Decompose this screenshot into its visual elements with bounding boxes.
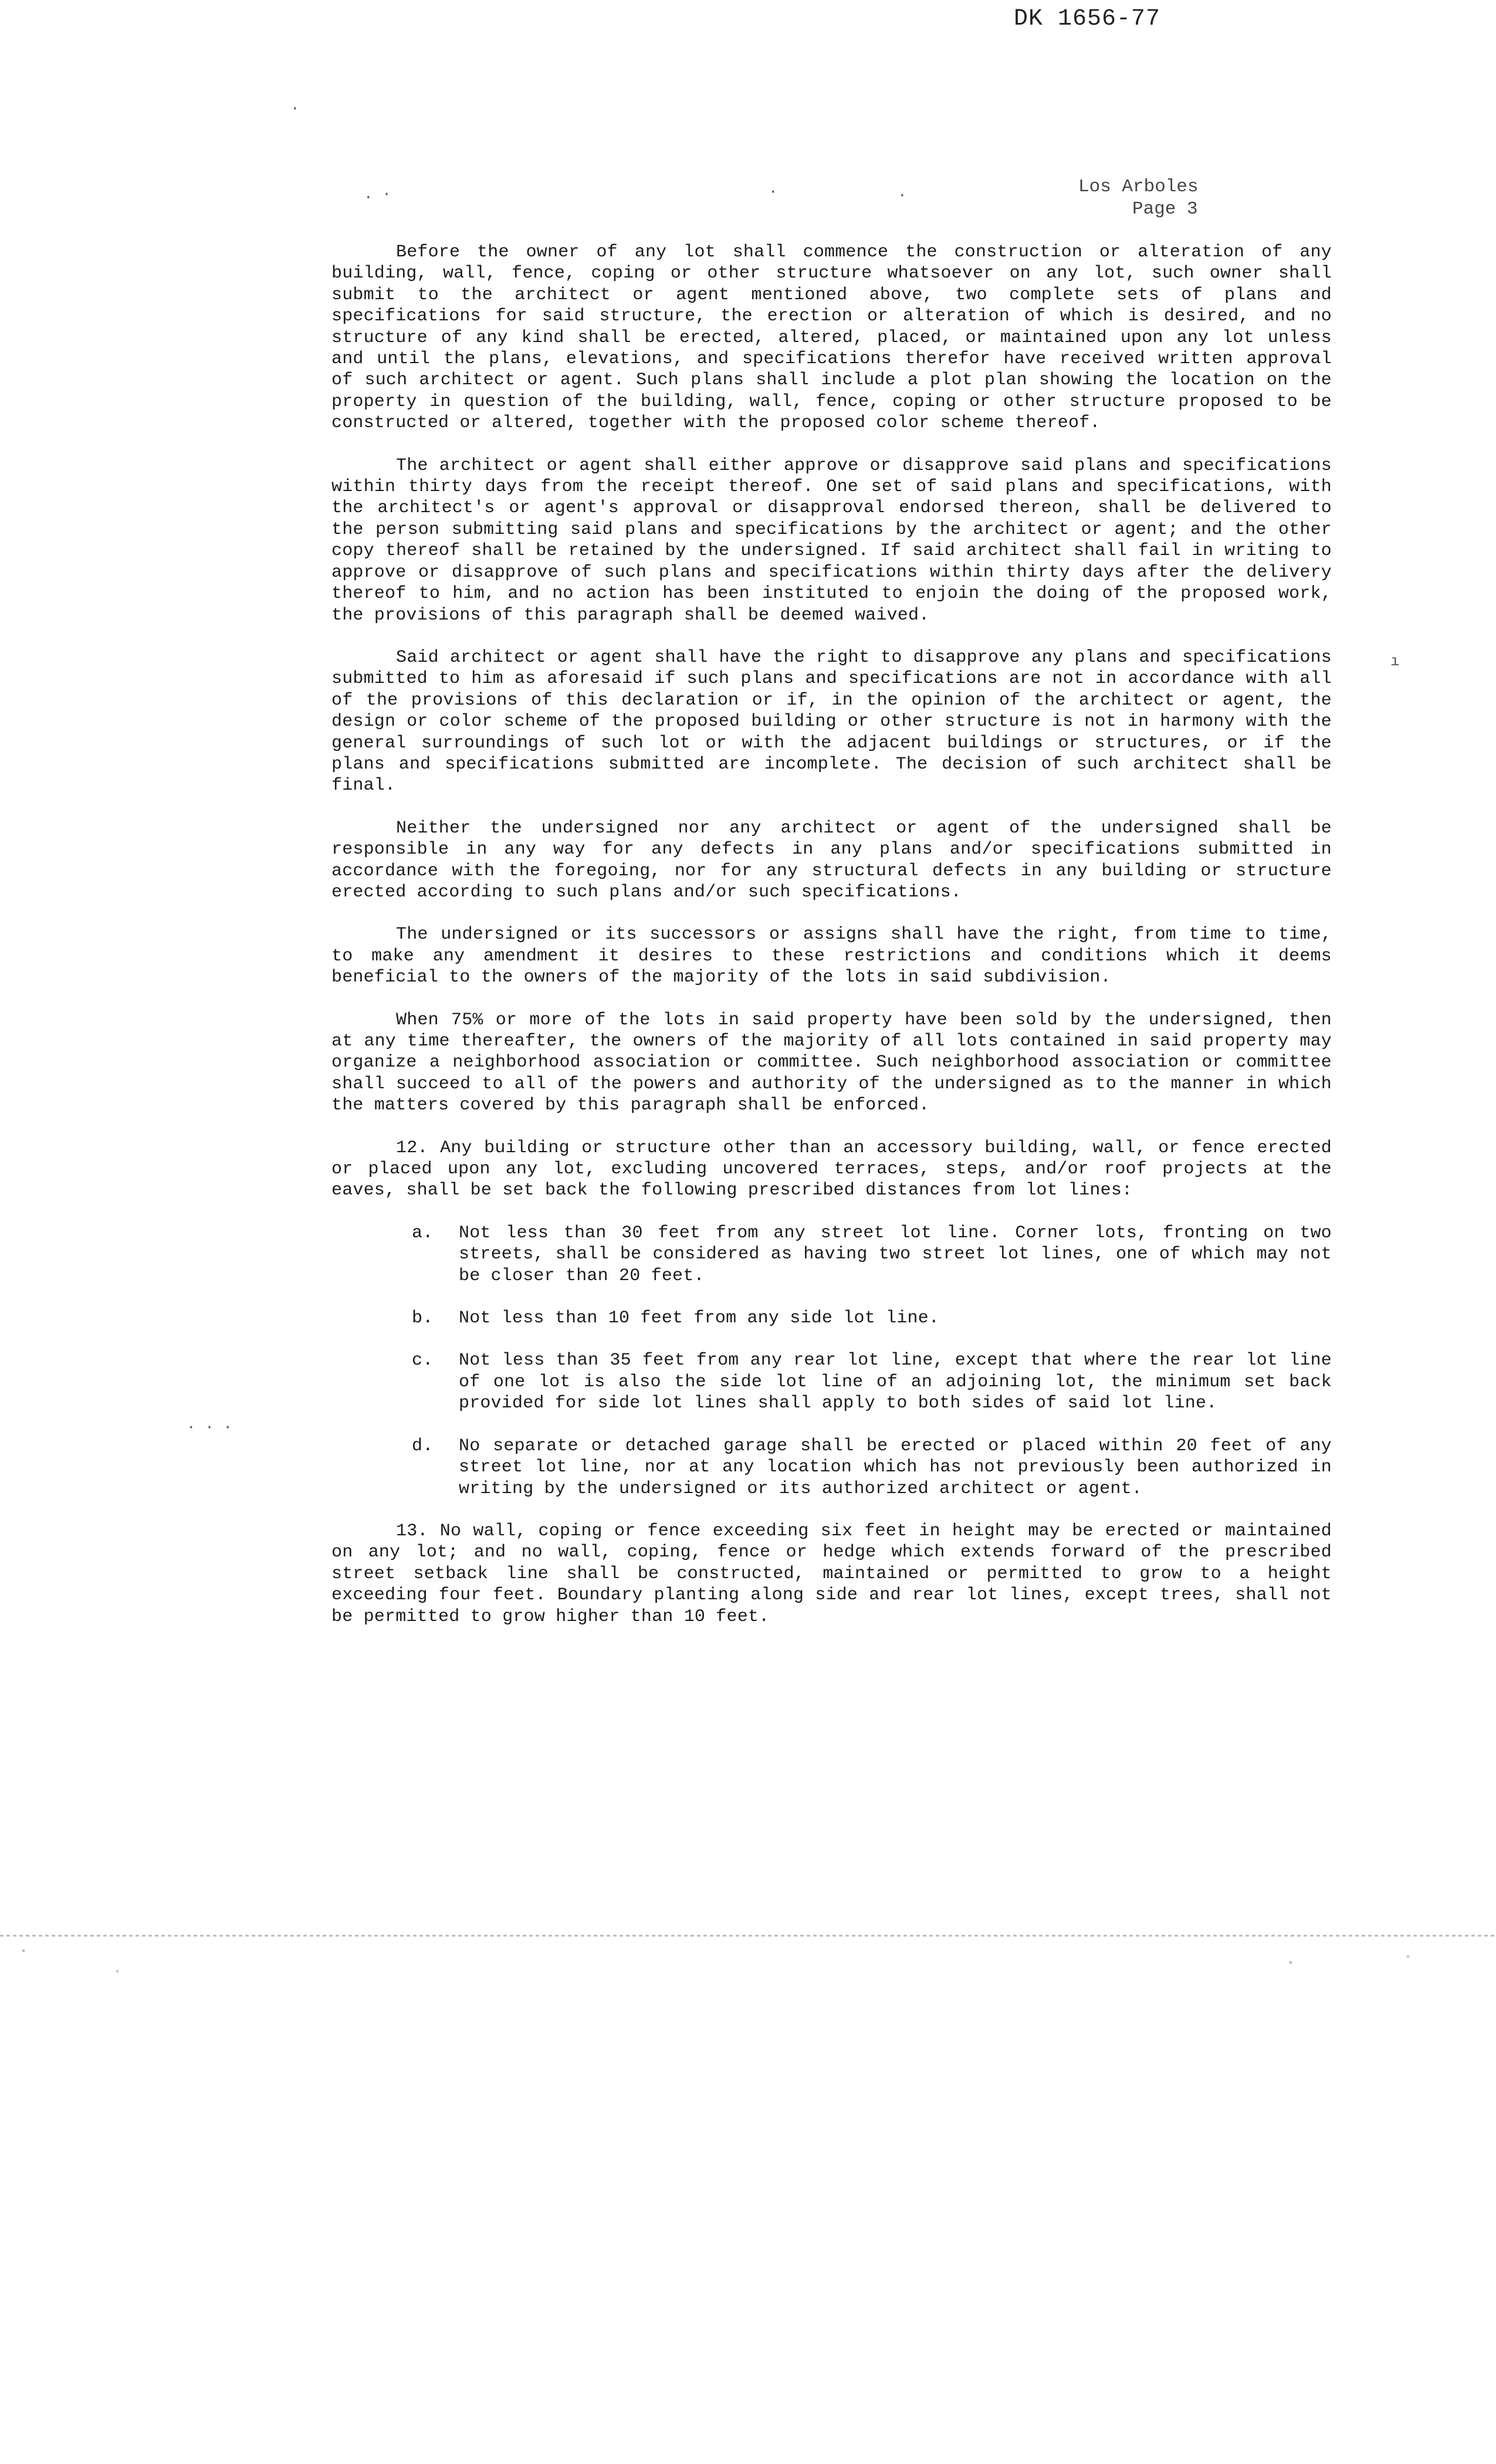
paragraph-12-setbacks: 12. Any building or structure other than an accessory building, wall, or fence erected or placed upon any lot, excluding uncovered terraces, steps, and/or roof projects at the eaves, shall be set back the following prescribed distances from lot lines: xyxy=(331,1138,1332,1201)
paragraph-neighborhood-association: When 75% or more of the lots in said property have been sold by the undersigned, then at any time thereafter, the owners of the majority of all lots contained in said property may organize a neighborhood association or committee. Such neighborhood association or committee shall succeed to all of the powers and authority of the undersigned as to the manner in which the matters covered by this paragraph shall be enforced. xyxy=(331,1010,1332,1116)
paragraph-disapproval-right: Said architect or agent shall have the right to disapprove any plans and specifications submitted to him as aforesaid if such plans and specifications are not in accordance with all of the provisions of this declaration or if, in the opinion of the architect or agent, the design or color scheme of the proposed building or other structure is not in harmony with the general surroundings of such lot or with the adjacent buildings or structures, or if the plans and specifications submitted are incomplete. The decision of such architect shall be final. xyxy=(331,647,1332,796)
document-number: DK 1656-77 xyxy=(1014,6,1161,32)
scan-noise xyxy=(0,1939,1496,2003)
scan-speck: · xyxy=(898,187,907,204)
setback-item-d xyxy=(412,1436,1332,1500)
scan-bottom-edge xyxy=(0,1935,1496,1937)
page-header xyxy=(1078,176,1199,221)
paragraph-liability: Neither the undersigned nor any architect or agent of the undersigned shall be responsible in any way for any defects in any plans and/or specifications submitted in accordance with the foregoing, nor for any structural defects in any building or structure erected according to such plans and/or such specifications. xyxy=(331,818,1332,902)
paragraph-13-walls-fences: 13. No wall, coping or fence exceeding six feet in height may be erected or maintained on any lot; and no wall, coping, fence or hedge which extends forward of the prescribed street setback line shall be constructed, maintained or permitted to grow to a height exceeding four feet. Boundary planting along side and rear lot lines, except trees, shall not be permitted to grow higher than 10 feet. xyxy=(331,1521,1332,1627)
setback-item-c xyxy=(412,1350,1332,1414)
scan-speck: · xyxy=(290,100,300,117)
document-body xyxy=(331,242,1332,1649)
item-text: Not less than 35 feet from any rear lot line, except that where the rear lot line of one lot is also the side lot line of an adjoining lot, the minimum set back provided for side lot lines shall apply to both sides of said lot line. xyxy=(459,1351,1332,1414)
scan-speck: · xyxy=(769,183,778,201)
scan-speck: ı xyxy=(1390,652,1400,670)
item-label: d. xyxy=(412,1436,434,1456)
paragraph-approval-period: The architect or agent shall either approve or disapprove said plans and specifications within thirty days from the receipt thereof. One set of said plans and specifications, with the architect's or agent's approval or disapproval endorsed thereon, shall be delivered to the person submitting said plans and specifications by the architect or agent; and the other copy thereof shall be retained by the undersigned. If said architect shall fail in writing to approve or disapprove of such plans and specifications within thirty days after the delivery thereof to him, and no action has been instituted to enjoin the doing of the proposed work, the provisions of this paragraph shall be deemed waived. xyxy=(331,455,1332,625)
scan-speck: . · xyxy=(364,185,391,203)
subdivision-name: Los Arboles xyxy=(1078,177,1199,197)
item-text: Not less than 10 feet from any side lot line. xyxy=(459,1308,940,1329)
scan-speck: · · · xyxy=(187,1419,233,1436)
item-label: a. xyxy=(412,1223,434,1243)
item-text: No separate or detached garage shall be erected or placed within 20 feet of any street lot line, nor at any location which has not previously been authorized in writing by the undersigned or its authorized architect or agent. xyxy=(459,1436,1332,1499)
item-text: Not less than 30 feet from any street lot line. Corner lots, fronting on two streets, shall be considered as having two street lot lines, one of which may not be closer than 20 feet. xyxy=(459,1223,1332,1286)
item-label: c. xyxy=(412,1351,434,1371)
page-number: Page 3 xyxy=(1132,199,1198,219)
paragraph-plan-submission: Before the owner of any lot shall commence the construction or alteration of any building, wall, fence, coping or other structure whatsoever on any lot, such owner shall submit to the architect or agent mentioned above, two complete sets of plans and specifications for said structure, the erection or alteration of which is desired, and no structure of any kind shall be erected, altered, placed, or maintained upon any lot unless and until the plans, elevations, and specifications therefor have received written approval of such architect or agent. Such plans shall include a plot plan showing the location on the property in question of the building, wall, fence, coping or other structure proposed to be constructed or altered, together with the proposed color scheme thereof. xyxy=(331,242,1332,434)
item-label: b. xyxy=(412,1308,434,1329)
setback-item-a xyxy=(412,1223,1332,1287)
setback-item-b xyxy=(412,1308,1332,1329)
paragraph-amendments: The undersigned or its successors or assigns shall have the right, from time to time, to make any amendment it desires to these restrictions and conditions which it deems beneficial to the owners of the majority of the lots in said subdivision. xyxy=(331,925,1332,988)
